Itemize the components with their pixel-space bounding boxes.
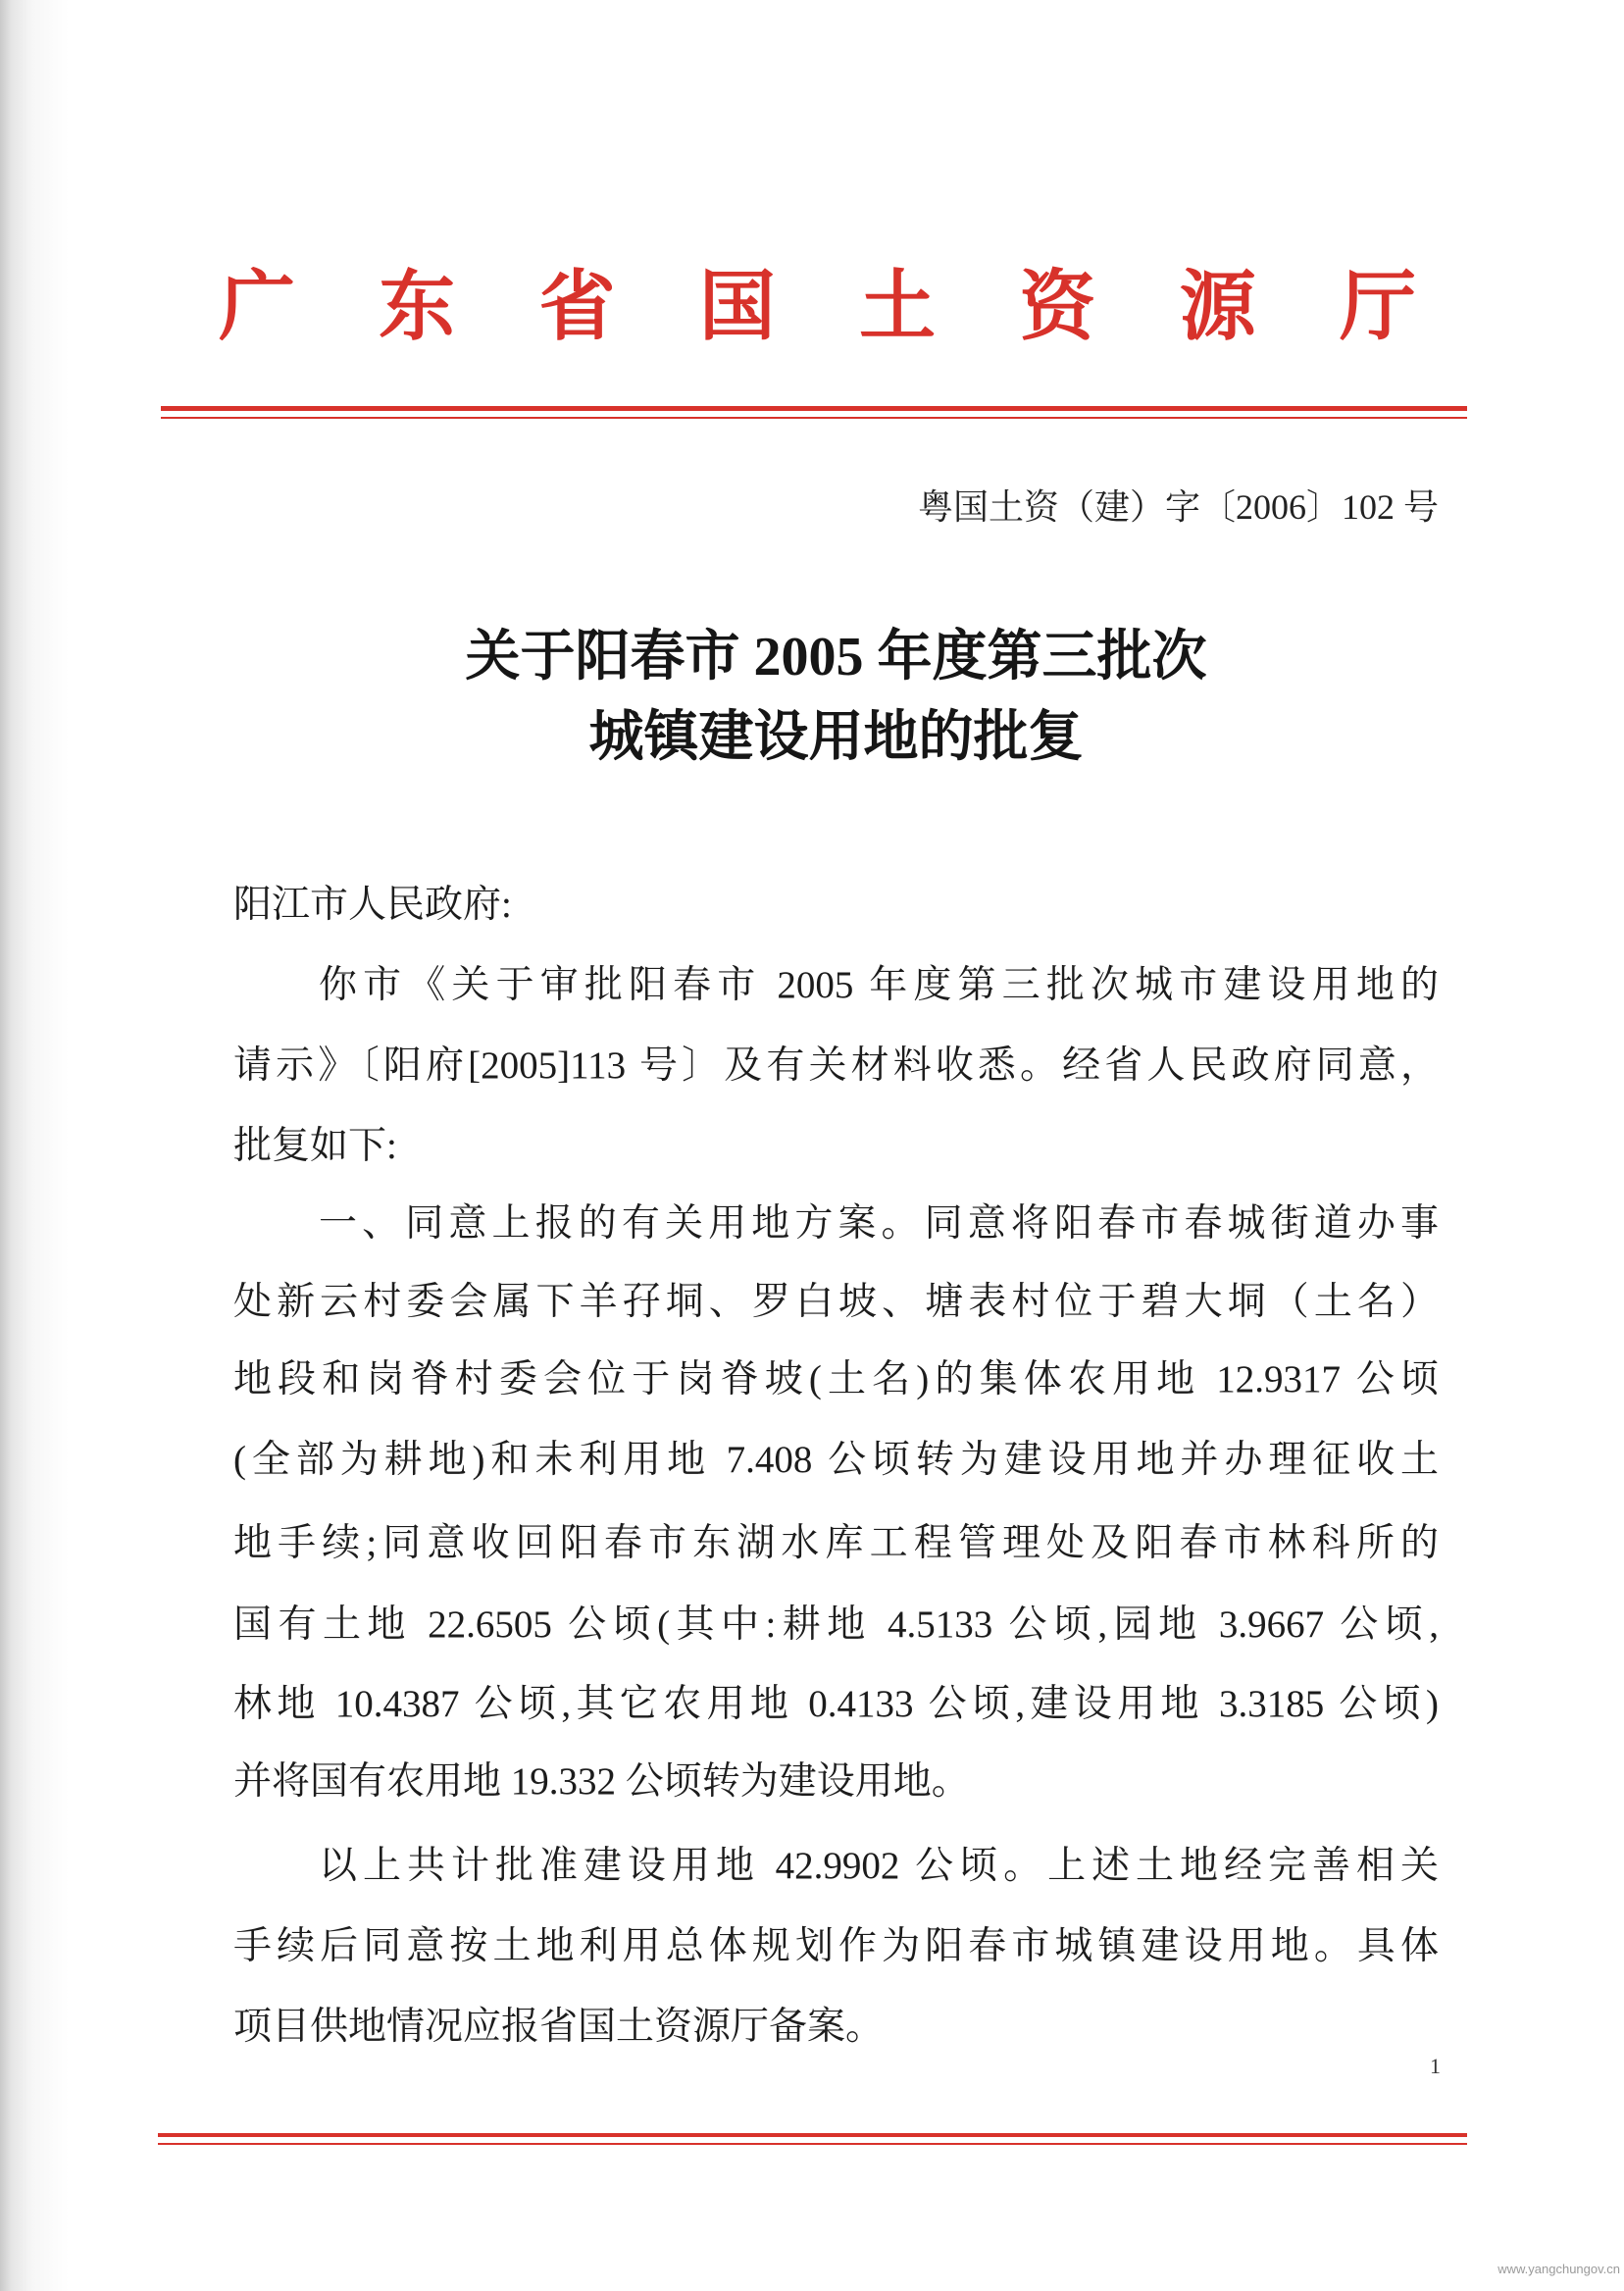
body-line: 批复如下: bbox=[233, 1125, 397, 1167]
body-line: 手续后同意按土地利用总体规划作为阳春市城镇建设用地。具体 bbox=[233, 1925, 1439, 1967]
body-line: (全部为耕地)和未利用地 7.408 公顷转为建设用地并办理征收土 bbox=[233, 1439, 1439, 1481]
page-number: 1 bbox=[1430, 2054, 1441, 2078]
body-line: 一、同意上报的有关用地方案。同意将阳春市春城街道办事 bbox=[319, 1202, 1439, 1245]
body-line: 地段和岗脊村委会位于岗脊坡(土名)的集体农用地 12.9317 公顷 bbox=[233, 1358, 1439, 1400]
document-number: 粤国土资（建）字〔2006〕102 号 bbox=[917, 487, 1439, 527]
body-line: 以上共计批准建设用地 42.9902 公顷。上述土地经完善相关 bbox=[319, 1845, 1439, 1887]
site-watermark: www.yangchungov.cn bbox=[1497, 2262, 1620, 2276]
footer-red-rule-thick bbox=[158, 2133, 1467, 2137]
body-line: 地手续;同意收回阳春市东湖水库工程管理处及阳春市林科所的 bbox=[233, 1522, 1439, 1564]
document-title-line-2: 城镇建设用地的批复 bbox=[588, 707, 1084, 768]
document-title-line-1: 关于阳春市 2005 年度第三批次 bbox=[465, 627, 1207, 687]
letterhead-red-rule-thin bbox=[161, 417, 1467, 419]
letterhead-red-rule-thick bbox=[161, 406, 1467, 411]
body-line: 国有土地 22.6505 公顷(其中:耕地 4.5133 公顷,园地 3.9667 公顷, bbox=[233, 1604, 1439, 1646]
letterhead-agency-name: 广东省国土资源厅 bbox=[219, 262, 1416, 351]
body-line: 林地 10.4387 公顷,其它农用地 0.4133 公顷,建设用地 3.3185 公顷) bbox=[233, 1683, 1439, 1725]
body-line: 请示》〔阳府[2005]113 号〕及有关材料收悉。经省人民政府同意， bbox=[233, 1044, 1439, 1087]
body-line: 处新云村委会属下羊孖垌、罗白坡、塘表村位于碧大垌（土名） bbox=[233, 1281, 1439, 1323]
body-line: 你市《关于审批阳春市 2005 年度第三批次城市建设用地的 bbox=[319, 964, 1439, 1006]
body-line: 项目供地情况应报省国土资源厅备案。 bbox=[233, 2006, 885, 2048]
footer-red-rule-thin bbox=[158, 2143, 1467, 2145]
body-line: 并将国有农用地 19.332 公顷转为建设用地。 bbox=[233, 1760, 970, 1803]
salutation: 阳江市人民政府: bbox=[233, 884, 512, 926]
